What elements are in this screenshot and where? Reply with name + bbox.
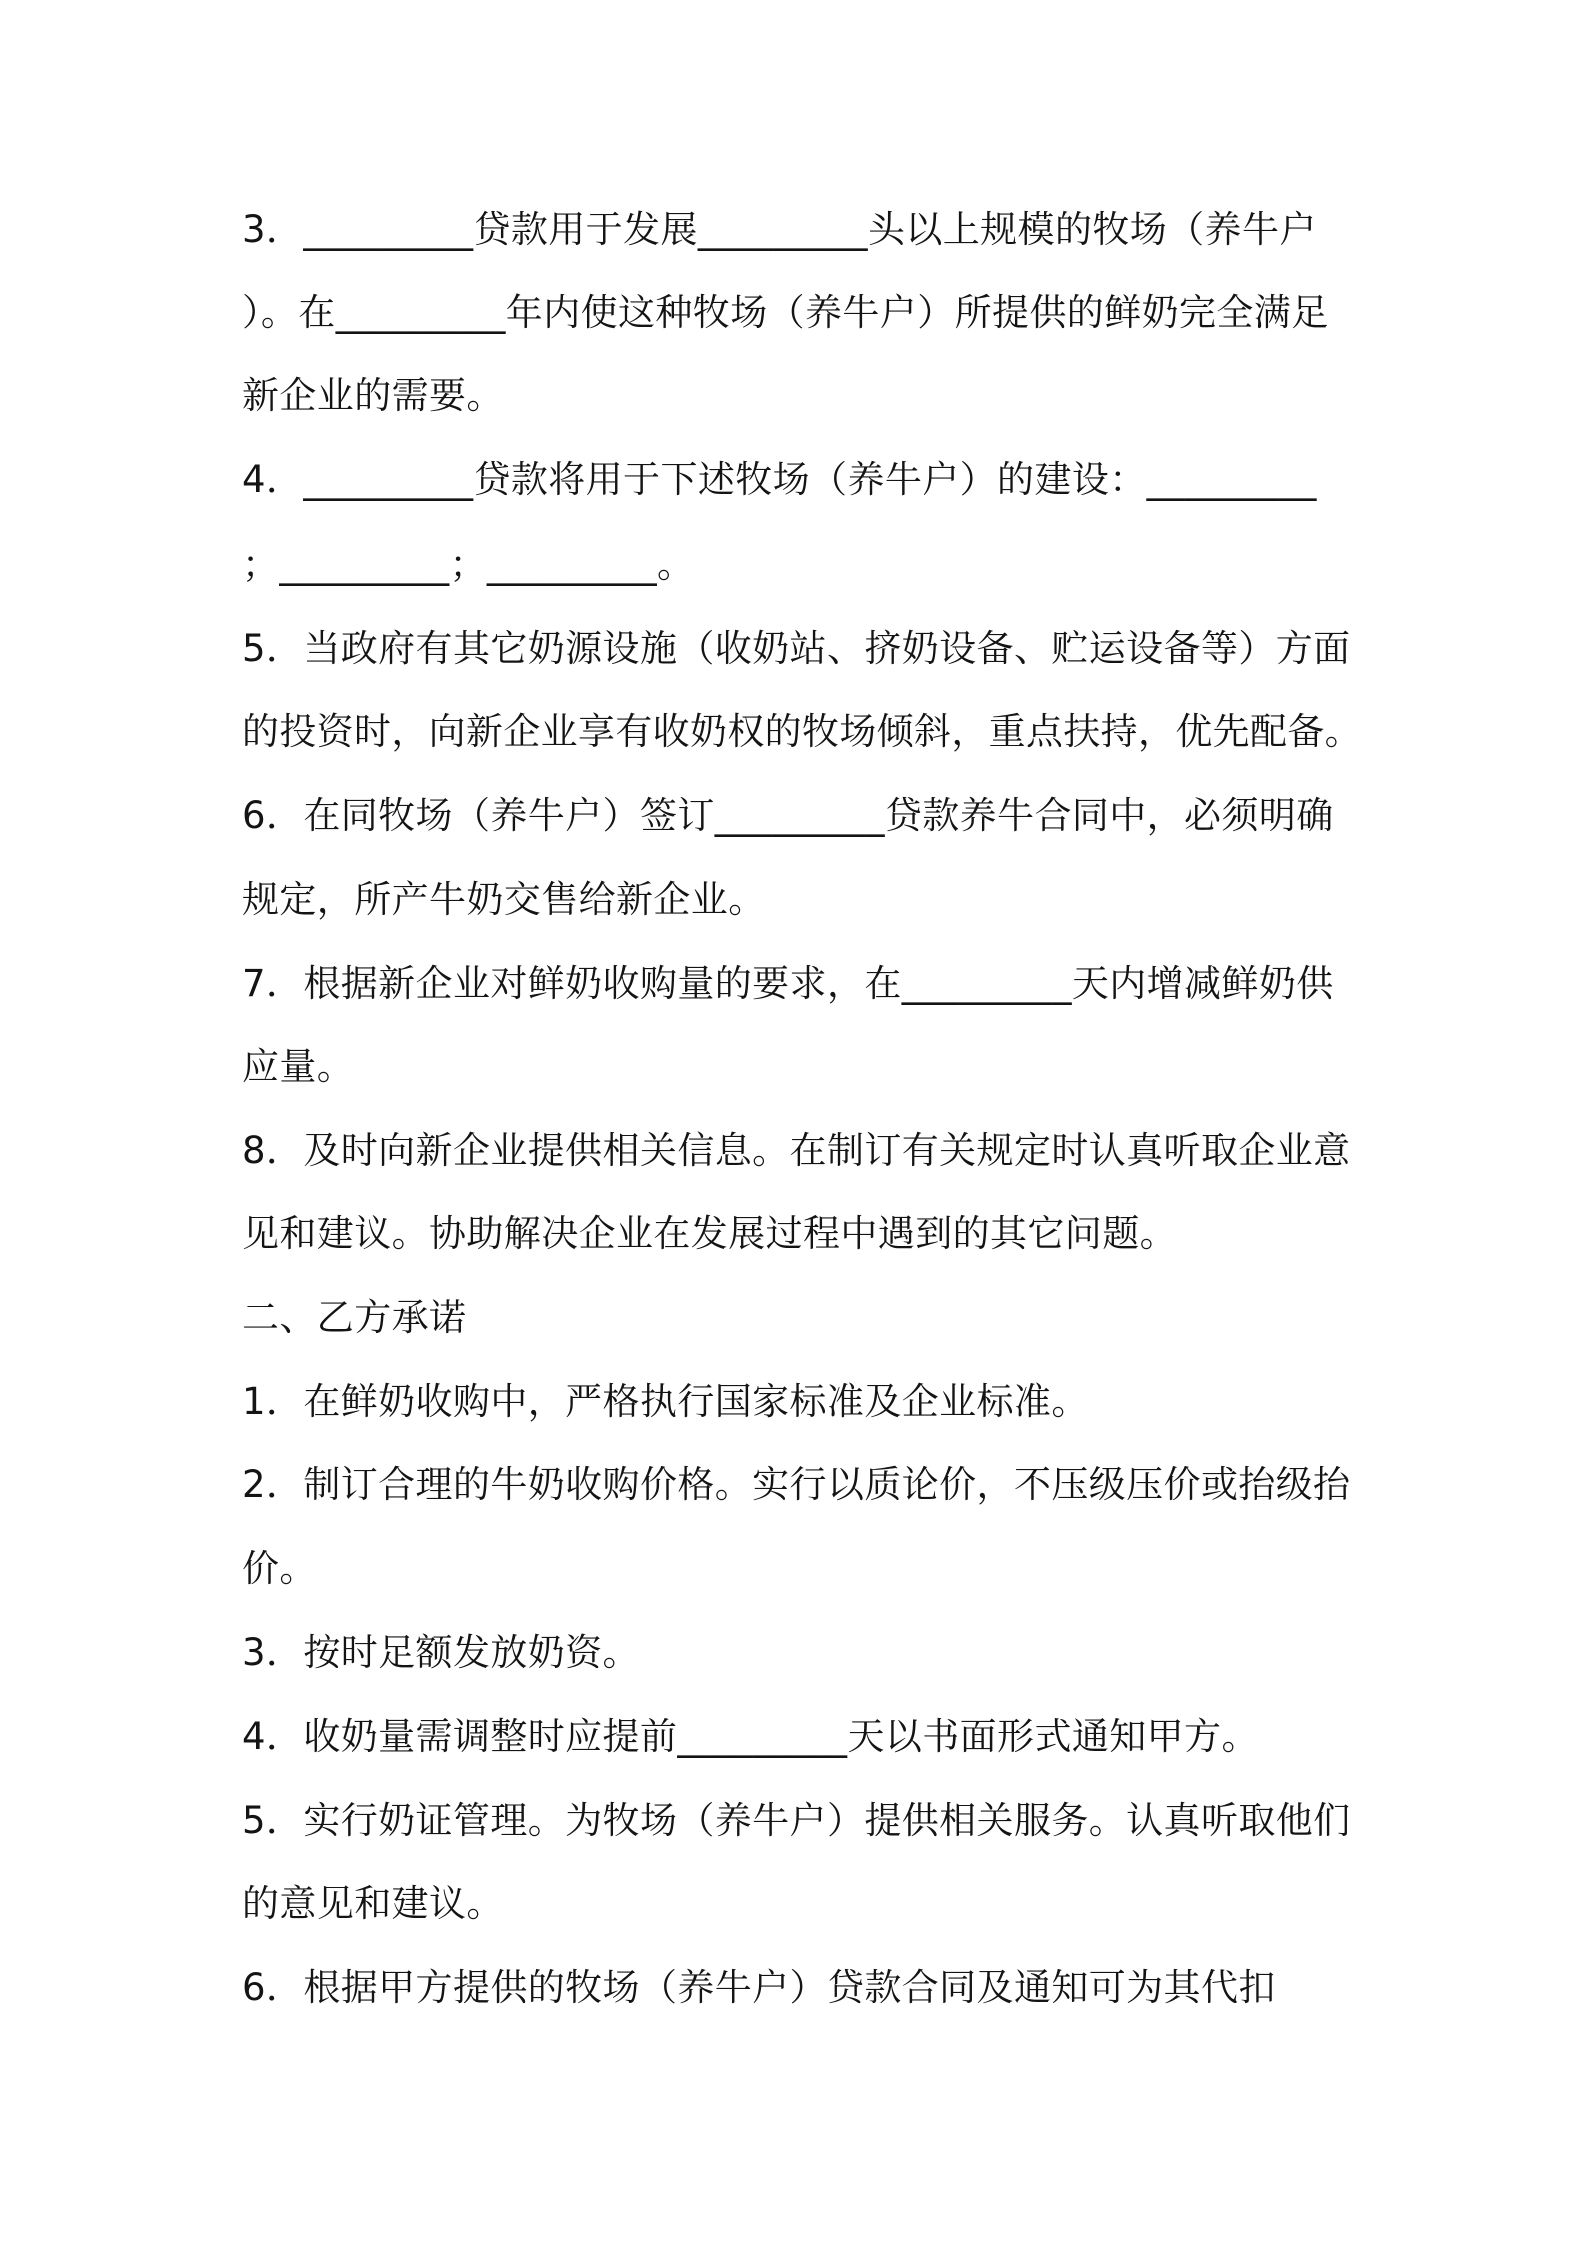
text-line: 4．收奶量需调整时应提前_________天以书面形式通知甲方。 xyxy=(242,1715,1259,1758)
text-line: ；_________；_________。 xyxy=(242,543,695,586)
text-line: 2．制订合理的牛奶收购价格。实行以质论价，不压级压价或抬级抬 xyxy=(242,1463,1351,1506)
text-line: 6．在同牧场（养牛户）签订_________贷款养牛合同中，必须明确 xyxy=(242,794,1334,837)
text-line: 8．及时向新企业提供相关信息。在制订有关规定时认真听取企业意 xyxy=(242,1129,1351,1172)
text-line: 5．实行奶证管理。为牧场（养牛户）提供相关服务。认真听取他们 xyxy=(242,1799,1351,1842)
section-heading: 二、乙方承诺 xyxy=(242,1296,467,1339)
text-line: 7．根据新企业对鲜奶收购量的要求，在_________天内增减鲜奶供 xyxy=(242,962,1334,1005)
text-line: 价。 xyxy=(242,1547,317,1590)
text-line: 1．在鲜奶收购中，严格执行国家标准及企业标准。 xyxy=(242,1380,1089,1423)
text-line: 的投资时，向新企业享有收奶权的牧场倾斜，重点扶持，优先配备。 xyxy=(242,710,1362,753)
text-line: 3．_________贷款用于发展_________头以上规模的牧场（养牛户 xyxy=(242,208,1317,251)
text-line: 应量。 xyxy=(242,1045,355,1088)
text-line: 6．根据甲方提供的牧场（养牛户）贷款合同及通知可为其代扣 xyxy=(242,1966,1276,2009)
text-line: ）。在_________年内使这种牧场（养牛户）所提供的鲜奶完全满足 xyxy=(242,291,1329,334)
text-line: 5．当政府有其它奶源设施（收奶站、挤奶设备、贮运设备等）方面 xyxy=(242,627,1351,670)
text-line: 见和建议。协助解决企业在发展过程中遇到的其它问题。 xyxy=(242,1212,1177,1255)
text-line: 新企业的需要。 xyxy=(242,374,504,417)
text-line: 3．按时足额发放奶资。 xyxy=(242,1631,640,1674)
text-line: 的意见和建议。 xyxy=(242,1882,504,1925)
text-line: 规定，所产牛奶交售给新企业。 xyxy=(242,878,766,921)
text-line: 4．_________贷款将用于下述牧场（养牛户）的建设：_________ xyxy=(242,458,1317,501)
